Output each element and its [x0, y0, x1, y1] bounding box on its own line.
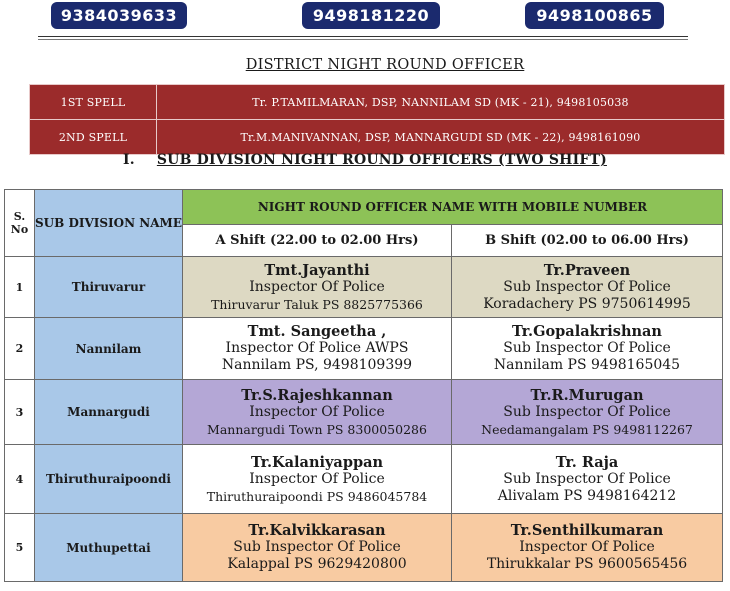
officer-station: Kalappal PS 9629420800: [227, 556, 407, 572]
officer-station: Nannilam PS 9498165045: [493, 357, 681, 373]
header-group: NIGHT ROUND OFFICER NAME WITH MOBILE NUMBER: [183, 190, 723, 225]
officer-rank: Sub Inspector Of Police: [503, 340, 671, 356]
b-shift-officer: [452, 514, 723, 582]
officer-name: Tr.R.Murugan: [530, 386, 644, 404]
section-number: I.: [123, 152, 135, 168]
officer-station: Thiruthuraipoondi PS 9486045784: [206, 488, 428, 504]
officer-rank: Inspector Of Police AWPS: [225, 340, 409, 356]
a-shift-officer: [183, 380, 452, 445]
officer-name: Tr. Raja: [555, 453, 619, 471]
section-heading: [0, 152, 730, 168]
officer-rank: Inspector Of Police: [249, 278, 385, 295]
section-title: SUB DIVISION NIGHT ROUND OFFICERS (TWO SHIFT): [156, 152, 607, 168]
header-b-shift: B Shift (02.00 to 06.00 Hrs): [452, 225, 723, 257]
officer-rank: Inspector Of Police: [519, 539, 655, 555]
officer-rank: Sub Inspector Of Police: [503, 470, 671, 487]
officer-name: Tr.Gopalakrishnan: [512, 323, 662, 340]
officer-station: Nannilam PS, 9498109399: [221, 357, 413, 373]
row-subdivision: Muthupettai: [35, 514, 183, 582]
spell-label: 2ND SPELL: [30, 120, 157, 155]
a-shift-officer: [183, 318, 452, 380]
phone-pill-1: 9384039633: [51, 2, 187, 29]
row-sno: 3: [5, 380, 35, 445]
officer-name: Tr.Praveen: [543, 261, 631, 279]
officer-station: Koradachery PS 9750614995: [483, 295, 691, 312]
row-subdivision: Thiruvarur: [35, 257, 183, 318]
spell-detail: Tr.M.MANIVANNAN, DSP, MANNARGUDI SD (MK - 22), 9498161090: [157, 120, 725, 155]
b-shift-officer: [452, 445, 723, 514]
row-subdivision: Mannargudi: [35, 380, 183, 445]
district-night-round-title: DISTRICT NIGHT ROUND OFFICER: [245, 57, 525, 73]
divider-line-thin: [38, 39, 688, 40]
table-header-row: [5, 190, 723, 225]
phone-banner: [0, 0, 730, 34]
header-subdivision: SUB DIVISION NAME: [35, 190, 183, 257]
night-round-table: [4, 189, 723, 582]
spell-row-2: [30, 120, 725, 155]
officer-rank: Sub Inspector Of Police: [503, 278, 671, 295]
officer-rank: Inspector Of Police: [249, 470, 385, 487]
b-shift-officer: [452, 380, 723, 445]
spell-label: 1ST SPELL: [30, 85, 157, 120]
officer-name: Tr.S.Rajeshkannan: [241, 386, 393, 404]
row-sno: 5: [5, 514, 35, 582]
officer-name: Tr.Kalaniyappan: [250, 453, 384, 471]
a-shift-officer: [183, 257, 452, 318]
district-spell-table: [29, 84, 725, 155]
officer-name: Tmt. Sangeetha ,: [247, 323, 387, 340]
officer-name: Tr.Kalvikkarasan: [248, 522, 386, 539]
table-row: [5, 514, 723, 582]
officer-name: Tmt.Jayanthi: [264, 261, 370, 279]
row-sno: 4: [5, 445, 35, 514]
b-shift-officer: [452, 318, 723, 380]
spell-detail: Tr. P.TAMILMARAN, DSP, NANNILAM SD (MK - 21), 9498105038: [157, 85, 725, 120]
phone-pill-3: 9498100865: [525, 2, 664, 29]
officer-rank: Sub Inspector Of Police: [503, 403, 671, 420]
table-row: [5, 445, 723, 514]
header-sno: S. No: [5, 190, 35, 257]
officer-station: Mannargudi Town PS 8300050286: [207, 421, 427, 437]
divider-line: [38, 36, 688, 37]
row-subdivision: Thiruthuraipoondi: [35, 445, 183, 514]
officer-station: Thirukkalar PS 9600565456: [486, 556, 688, 572]
officer-station: Alivalam PS 9498164212: [497, 487, 677, 504]
row-sno: 1: [5, 257, 35, 318]
officer-name: Tr.Senthilkumaran: [510, 522, 664, 539]
a-shift-officer: [183, 445, 452, 514]
phone-pill-2: 9498181220: [302, 2, 440, 29]
header-a-shift: A Shift (22.00 to 02.00 Hrs): [183, 225, 452, 257]
officer-station: Needamangalam PS 9498112267: [481, 421, 693, 437]
officer-station: Thiruvarur Taluk PS 8825775366: [211, 296, 423, 312]
officer-rank: Sub Inspector Of Police: [233, 539, 401, 555]
officer-rank: Inspector Of Police: [249, 403, 385, 420]
row-subdivision: Nannilam: [35, 318, 183, 380]
table-row: [5, 318, 723, 380]
a-shift-officer: [183, 514, 452, 582]
b-shift-officer: [452, 257, 723, 318]
table-row: [5, 380, 723, 445]
table-row: [5, 257, 723, 318]
spell-row-1: [30, 85, 725, 120]
row-sno: 2: [5, 318, 35, 380]
